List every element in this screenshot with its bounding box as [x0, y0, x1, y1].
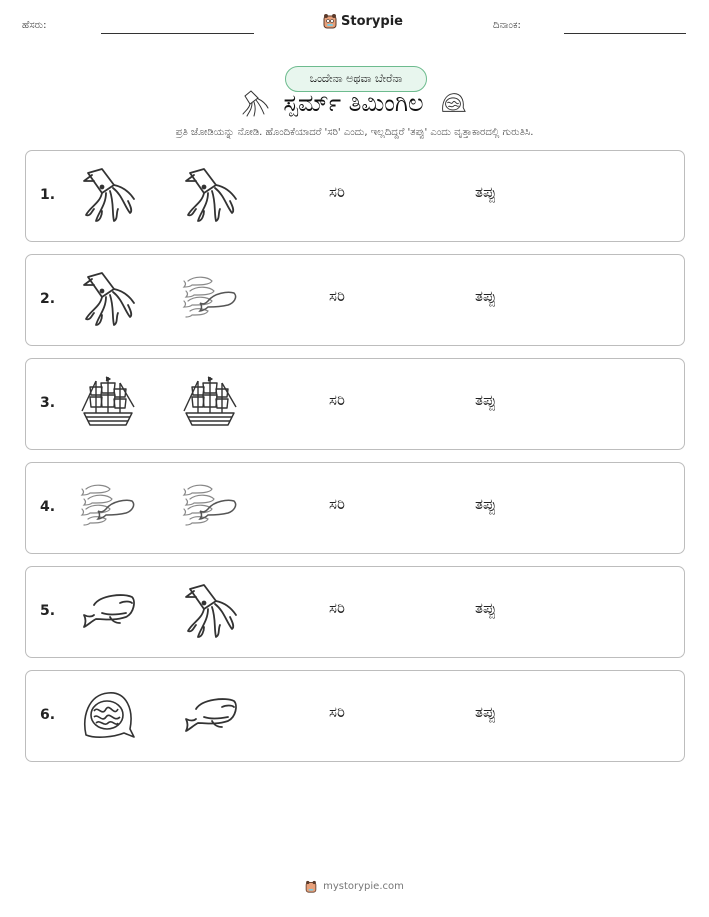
worksheet-header	[0, 0, 709, 50]
squid-icon	[182, 167, 238, 223]
answer-option-no[interactable]: ತಪ್ಪು	[475, 599, 497, 617]
answer-option-yes[interactable]: ಸರಿ	[329, 287, 345, 305]
answer-option-yes[interactable]: ಸರಿ	[329, 183, 345, 201]
storypie-mascot-icon	[305, 880, 317, 893]
answer-option-yes[interactable]: ಸರಿ	[329, 391, 345, 409]
question-row	[25, 462, 685, 554]
footer-url[interactable]: mystorypie.com	[323, 881, 404, 892]
instructions-text: ಪ್ರತಿ ಜೋಡಿಯನ್ನು ನೋಡಿ. ಹೊಂದಿಕೆಯಾದರೆ 'ಸರಿ' ಎಂದು, ಇಲ್ಲದಿದ್ದರೆ 'ತಪ್ಪು' ಎಂದು ವೃತ್ತಾಕಾರದಲ್ಲಿ ಗುರುತಿಸಿ.	[175, 127, 534, 138]
question-number: 2.	[40, 291, 56, 307]
answer-option-no[interactable]: ತಪ್ಪು	[475, 391, 497, 409]
answer-option-no[interactable]: ತಪ್ಪು	[475, 183, 497, 201]
whale-icon	[80, 583, 136, 639]
date-label: ದಿನಾಂಕ:	[493, 20, 521, 31]
question-row	[25, 150, 685, 242]
question-row	[25, 670, 685, 762]
whale-pod-icon	[182, 479, 238, 535]
name-label: ಹೆಸರು:	[22, 20, 47, 31]
whale-brain-icon	[80, 687, 136, 743]
brand-name: Storypie	[341, 13, 403, 29]
answer-option-no[interactable]: ತಪ್ಪು	[475, 287, 497, 305]
storypie-mascot-icon	[323, 13, 337, 29]
question-number: 1.	[40, 187, 56, 203]
squid-icon	[80, 271, 136, 327]
question-number: 5.	[40, 603, 56, 619]
squid-icon	[182, 583, 238, 639]
whale-pod-icon	[182, 271, 238, 327]
squid-icon	[80, 167, 136, 223]
question-number: 4.	[40, 499, 56, 515]
ship-icon	[80, 375, 136, 431]
squid-icon	[241, 88, 269, 118]
brand-logo	[323, 13, 403, 29]
question-number: 6.	[40, 707, 56, 723]
date-field-line[interactable]	[564, 33, 686, 34]
answer-option-no[interactable]: ತಪ್ಪು	[475, 703, 497, 721]
answer-option-yes[interactable]: ಸರಿ	[329, 495, 345, 513]
whale-pod-icon	[80, 479, 136, 535]
question-number: 3.	[40, 395, 56, 411]
answer-option-yes[interactable]: ಸರಿ	[329, 703, 345, 721]
page-title: ಸ್ಪರ್ಮ್ ತಿಮಿಂಗಿಲ	[283, 89, 424, 117]
name-field-line[interactable]	[101, 33, 254, 34]
answer-option-no[interactable]: ತಪ್ಪು	[475, 495, 497, 513]
answer-option-yes[interactable]: ಸರಿ	[329, 599, 345, 617]
ship-icon	[182, 375, 238, 431]
footer	[0, 880, 709, 893]
question-row	[25, 566, 685, 658]
whale-icon	[182, 687, 238, 743]
worksheet-type-badge: ಒಂದೇನಾ ಅಥವಾ ಬೇರೆನಾ	[285, 66, 427, 92]
question-row	[25, 358, 685, 450]
page-title-row	[0, 88, 709, 124]
whale-brain-icon	[438, 90, 468, 116]
question-row	[25, 254, 685, 346]
